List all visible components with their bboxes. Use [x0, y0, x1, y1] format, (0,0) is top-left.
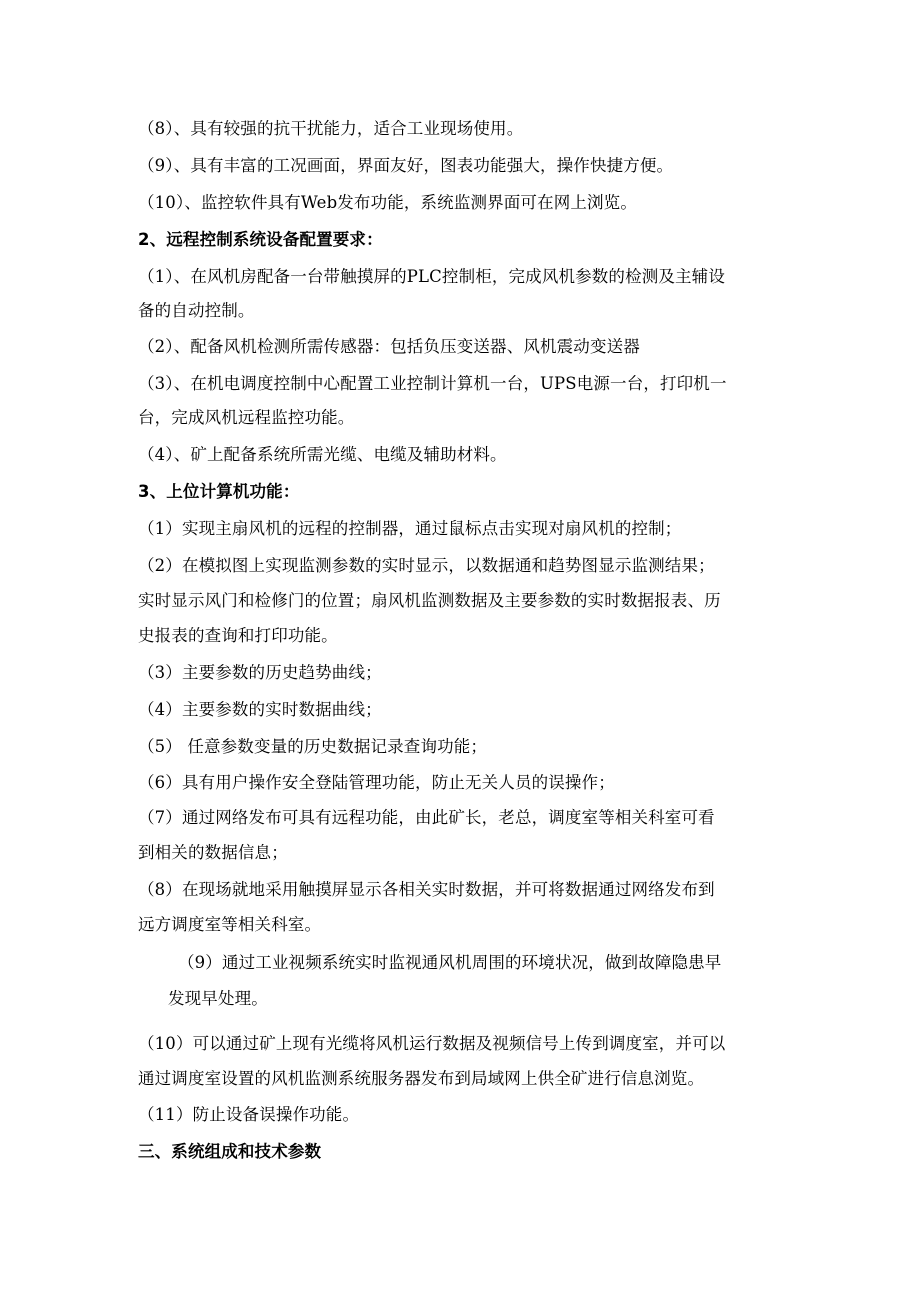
func-item-9-line1: （9）通过工业视频系统实时监视通风机周围的环境状况，做到故障隐患早 [178, 953, 722, 972]
func-item-2-line3: 史报表的查询和打印功能。 [138, 626, 338, 645]
func-item-7-line2: 到相关的数据信息； [138, 843, 288, 862]
item-10-web-publish: （10）、监控软件具有Web发布功能，系统监测界面可在网上浏览。 [138, 193, 637, 212]
func-item-8-line2: 远方调度室等相关科室。 [138, 915, 322, 934]
func-item-2-line2: 实时显示风门和检修门的位置；扇风机监测数据及主要参数的实时数据报表、历 [138, 591, 721, 610]
config-item-1-line2: 备的自动控制。 [138, 301, 255, 320]
config-item-2: （2）、配备风机检测所需传感器：包括负压变送器、风机震动变送器 [138, 337, 640, 356]
func-item-4: （4）主要参数的实时数据曲线； [138, 700, 382, 719]
config-item-3-line2: 台，完成风机远程监控功能。 [138, 408, 355, 427]
func-item-6: （6）具有用户操作安全登陆管理功能，防止无关人员的误操作； [138, 773, 615, 792]
func-item-11: （11）防止设备误操作功能。 [138, 1105, 360, 1124]
func-item-3: （3）主要参数的历史趋势曲线； [138, 663, 382, 682]
func-item-8-line1: （8）在现场就地采用触摸屏显示各相关实时数据，并可将数据通过网络发布到 [138, 880, 715, 899]
item-8-interference: （8）、具有较强的抗干扰能力，适合工业现场使用。 [138, 119, 524, 138]
section-heading-3: 3、上位计算机功能： [138, 482, 300, 501]
item-9-interface: （9）、具有丰富的工况画面，界面友好，图表功能强大，操作快捷方便。 [138, 156, 674, 175]
func-item-5: （5） 任意参数变量的历史数据记录查询功能； [138, 737, 488, 756]
config-item-4: （4）、矿上配备系统所需光缆、电缆及辅助材料。 [138, 445, 507, 464]
config-item-3-line1: （3）、在机电调度控制中心配置工业控制计算机一台，UPS电源一台，打印机一 [138, 374, 727, 393]
func-item-2-line1: （2）在模拟图上实现监测参数的实时显示，以数据通和趋势图显示监测结果； [138, 556, 715, 575]
func-item-10-line1: （10）可以通过矿上现有光缆将风机运行数据及视频信号上传到调度室，并可以 [138, 1034, 726, 1053]
section-heading-three: 三、系统组成和技术参数 [138, 1142, 322, 1161]
config-item-1-line1: （1）、在风机房配备一台带触摸屏的PLC控制柜，完成风机参数的检测及主辅设 [138, 267, 725, 286]
func-item-1: （1）实现主扇风机的远程的控制器，通过鼠标点击实现对扇风机的控制； [138, 519, 682, 538]
func-item-9-line2: 发现早处理。 [168, 989, 268, 1008]
func-item-7-line1: （7）通过网络发布可具有远程功能，由此矿长，老总，调度室等相关科室可看 [138, 808, 715, 827]
func-item-10-line2: 通过调度室设置的风机监测系统服务器发布到局域网上供全矿进行信息浏览。 [138, 1069, 705, 1088]
section-heading-2: 2、远程控制系统设备配置要求： [138, 230, 383, 249]
